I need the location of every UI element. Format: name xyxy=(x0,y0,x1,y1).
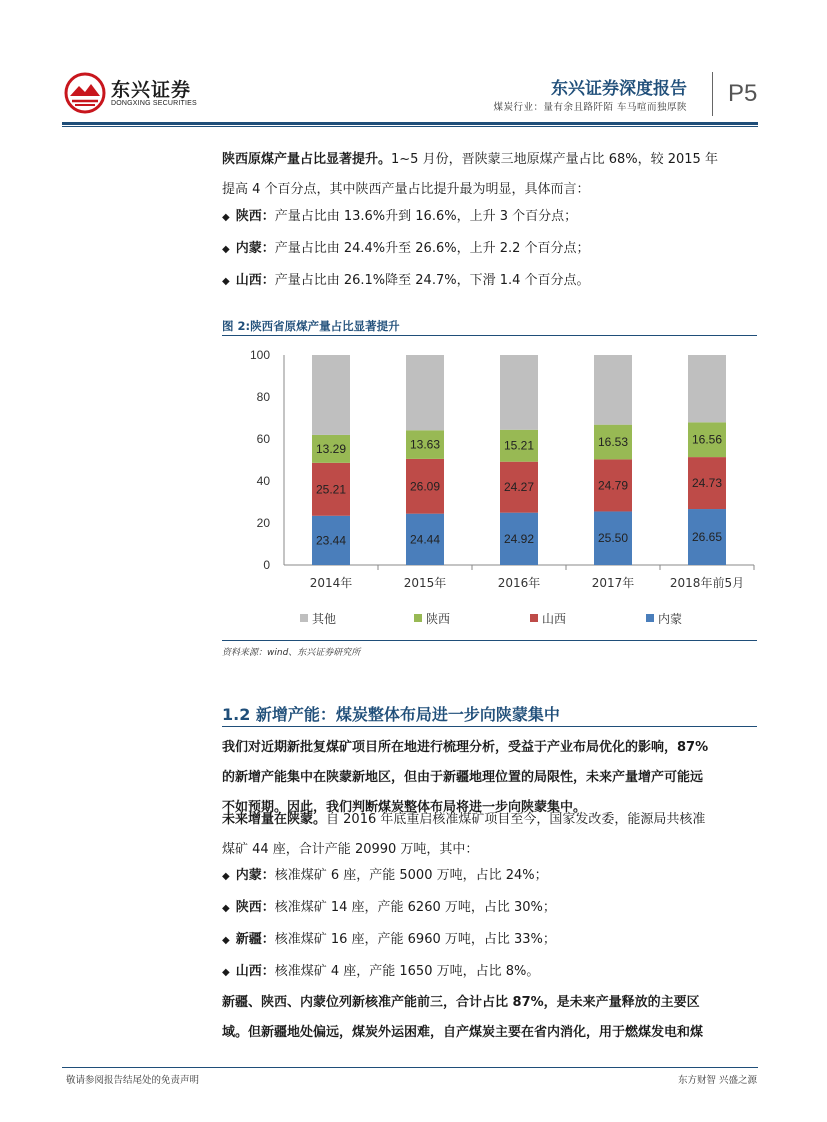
section-bullet-1 xyxy=(222,866,758,887)
data-label: 24.27 xyxy=(503,480,535,495)
section-paragraph-3 xyxy=(222,988,758,1048)
dongxing-logo-icon xyxy=(64,72,106,114)
bullet-label: 陕西： xyxy=(235,900,275,915)
header-divider xyxy=(712,72,713,116)
data-label: 24.73 xyxy=(691,476,723,491)
y-tick-label: 100 xyxy=(249,348,270,362)
data-label: 26.65 xyxy=(691,530,723,545)
section-bullet-2 xyxy=(222,898,758,919)
bar-segment xyxy=(312,355,350,435)
section-heading: 1.2 新增产能：煤炭整体布局进一步向陕蒙集中 xyxy=(222,705,560,724)
bullet-text: 产量占比由 26.1%降至 24.7%，下滑 1.4 个百分点。 xyxy=(274,273,590,288)
legend-label: 内蒙 xyxy=(658,612,683,626)
intro-bullet-3 xyxy=(222,271,758,292)
bullet-label: 内蒙： xyxy=(235,241,275,256)
data-label: 24.44 xyxy=(409,532,441,547)
diamond-bullet-icon: ◆ xyxy=(222,276,230,287)
diamond-bullet-icon: ◆ xyxy=(222,212,230,223)
bullet-text: 核准煤矿 16 座，产能 6960 万吨，占比 33%； xyxy=(274,932,556,947)
intro-paragraph xyxy=(222,145,758,205)
bullet-label: 山西： xyxy=(235,964,275,979)
data-label: 24.92 xyxy=(503,531,535,546)
data-label: 23.44 xyxy=(315,533,347,548)
y-tick-label: 0 xyxy=(263,558,270,572)
intro-bullet-1 xyxy=(222,207,758,228)
brand-name-cn: 东兴证券 xyxy=(111,79,192,101)
brand-name-en: DONGXING SECURITIES xyxy=(111,100,197,107)
x-tick-label: 2017年 xyxy=(591,576,635,590)
diamond-bullet-icon: ◆ xyxy=(222,903,230,914)
para3-line2: 域。但新疆地处偏远，煤炭外运困难，自产煤炭主要在省内消化，用于燃煤发电和煤 xyxy=(222,1025,704,1040)
section-bullet-4 xyxy=(222,962,758,983)
data-label: 15.21 xyxy=(503,438,535,453)
header-rule xyxy=(62,122,758,125)
diamond-bullet-icon: ◆ xyxy=(222,244,230,255)
y-tick-label: 20 xyxy=(256,516,270,530)
intro-text-line1: 1~5 月份，晋陕蒙三地原煤产量占比 68%，较 2015 年 xyxy=(391,152,718,167)
y-tick-label: 80 xyxy=(256,390,270,404)
intro-bullet-2 xyxy=(222,239,758,260)
bullet-label: 新疆： xyxy=(235,932,275,947)
legend-swatch xyxy=(646,614,654,622)
data-label: 25.50 xyxy=(597,531,629,546)
data-label: 16.56 xyxy=(691,432,723,447)
y-tick-label: 60 xyxy=(256,432,270,446)
x-tick-label: 2016年 xyxy=(497,576,541,590)
bullet-label: 陕西： xyxy=(235,209,275,224)
figure-title: 图 2:陕西省原煤产量占比显著提升 xyxy=(222,319,400,333)
footer-slogan: 东方财智 兴盛之源 xyxy=(677,1075,757,1086)
para2-lead: 未来增量在陕蒙。 xyxy=(222,812,327,827)
bar-segment xyxy=(688,355,726,422)
stacked-bar-chart xyxy=(222,340,758,636)
section-heading-rule xyxy=(222,726,757,727)
para3-line1: 新疆、陕西、内蒙位列新核准产能前三，合计占比 87%，是未来产量释放的主要区 xyxy=(222,995,700,1010)
section-bullet-3 xyxy=(222,930,758,951)
data-label: 24.79 xyxy=(597,478,629,493)
bullet-text: 核准煤矿 14 座，产能 6260 万吨，占比 30%； xyxy=(274,900,556,915)
section-paragraph-2 xyxy=(222,805,758,865)
header-rule-thin xyxy=(62,126,758,127)
report-subtitle: 煤炭行业：量有余且路阡陌 车马喧而独厚陕 xyxy=(493,102,687,113)
y-tick-label: 40 xyxy=(256,474,270,488)
legend-swatch xyxy=(414,614,422,622)
para1-line3: 不如预期。因此，我们判断煤炭整体布局将进一步向陕蒙集中。 xyxy=(222,800,587,815)
legend-swatch xyxy=(300,614,308,622)
x-tick-label: 2015年 xyxy=(403,576,447,590)
diamond-bullet-icon: ◆ xyxy=(222,935,230,946)
diamond-bullet-icon: ◆ xyxy=(222,967,230,978)
report-title: 东兴证券深度报告 xyxy=(551,79,687,99)
bullet-label: 山西： xyxy=(235,273,275,288)
bar-segment xyxy=(406,355,444,430)
intro-lead: 陕西原煤产量占比显著提升。 xyxy=(222,152,392,167)
x-tick-label: 2014年 xyxy=(309,576,353,590)
legend-label: 山西 xyxy=(542,612,567,626)
data-label: 13.29 xyxy=(315,441,347,456)
legend-swatch xyxy=(530,614,538,622)
bullet-text: 核准煤矿 6 座，产能 5000 万吨，占比 24%； xyxy=(274,868,548,883)
company-logo xyxy=(64,72,204,116)
diamond-bullet-icon: ◆ xyxy=(222,871,230,882)
page-number: P5 xyxy=(728,80,758,107)
bullet-text: 产量占比由 13.6%升到 16.6%，上升 3 个百分点； xyxy=(274,209,578,224)
legend-label: 其他 xyxy=(312,612,337,626)
bar-segment xyxy=(594,355,632,425)
footer-disclaimer: 敬请参阅报告结尾处的免责声明 xyxy=(66,1075,200,1086)
data-label: 13.63 xyxy=(409,437,441,452)
figure-bottom-rule xyxy=(222,640,757,641)
data-label: 25.21 xyxy=(315,482,347,497)
bullet-text: 核准煤矿 4 座，产能 1650 万吨，占比 8%。 xyxy=(274,964,540,979)
para2-line1: 自 2016 年底重启核准煤矿项目至今，国家发改委，能源局共核准 xyxy=(326,812,706,827)
para2-line2: 煤矿 44 座，合计产能 20990 万吨，其中： xyxy=(222,842,479,857)
bullet-text: 产量占比由 24.4%升至 26.6%，上升 2.2 个百分点； xyxy=(274,241,590,256)
para1-line2: 的新增产能集中在陕蒙新地区，但由于新疆地理位置的局限性，未来产量增产可能远 xyxy=(222,770,704,785)
figure-top-rule xyxy=(222,335,757,336)
footer-rule xyxy=(62,1067,758,1068)
intro-text-line2: 提高 4 个百分点，其中陕西产量占比提升最为明显，具体而言： xyxy=(222,182,590,197)
x-tick-label: 2018年前5月 xyxy=(669,576,745,590)
bar-segment xyxy=(500,355,538,430)
figure-source: 资料来源：wind、东兴证券研究所 xyxy=(222,648,361,658)
legend-label: 陕西 xyxy=(426,612,451,626)
data-label: 26.09 xyxy=(409,479,441,494)
para1-line1: 我们对近期新批复煤矿项目所在地进行梳理分析，受益于产业布局优化的影响，87% xyxy=(222,740,709,755)
data-label: 16.53 xyxy=(597,435,629,450)
bullet-label: 内蒙： xyxy=(235,868,275,883)
